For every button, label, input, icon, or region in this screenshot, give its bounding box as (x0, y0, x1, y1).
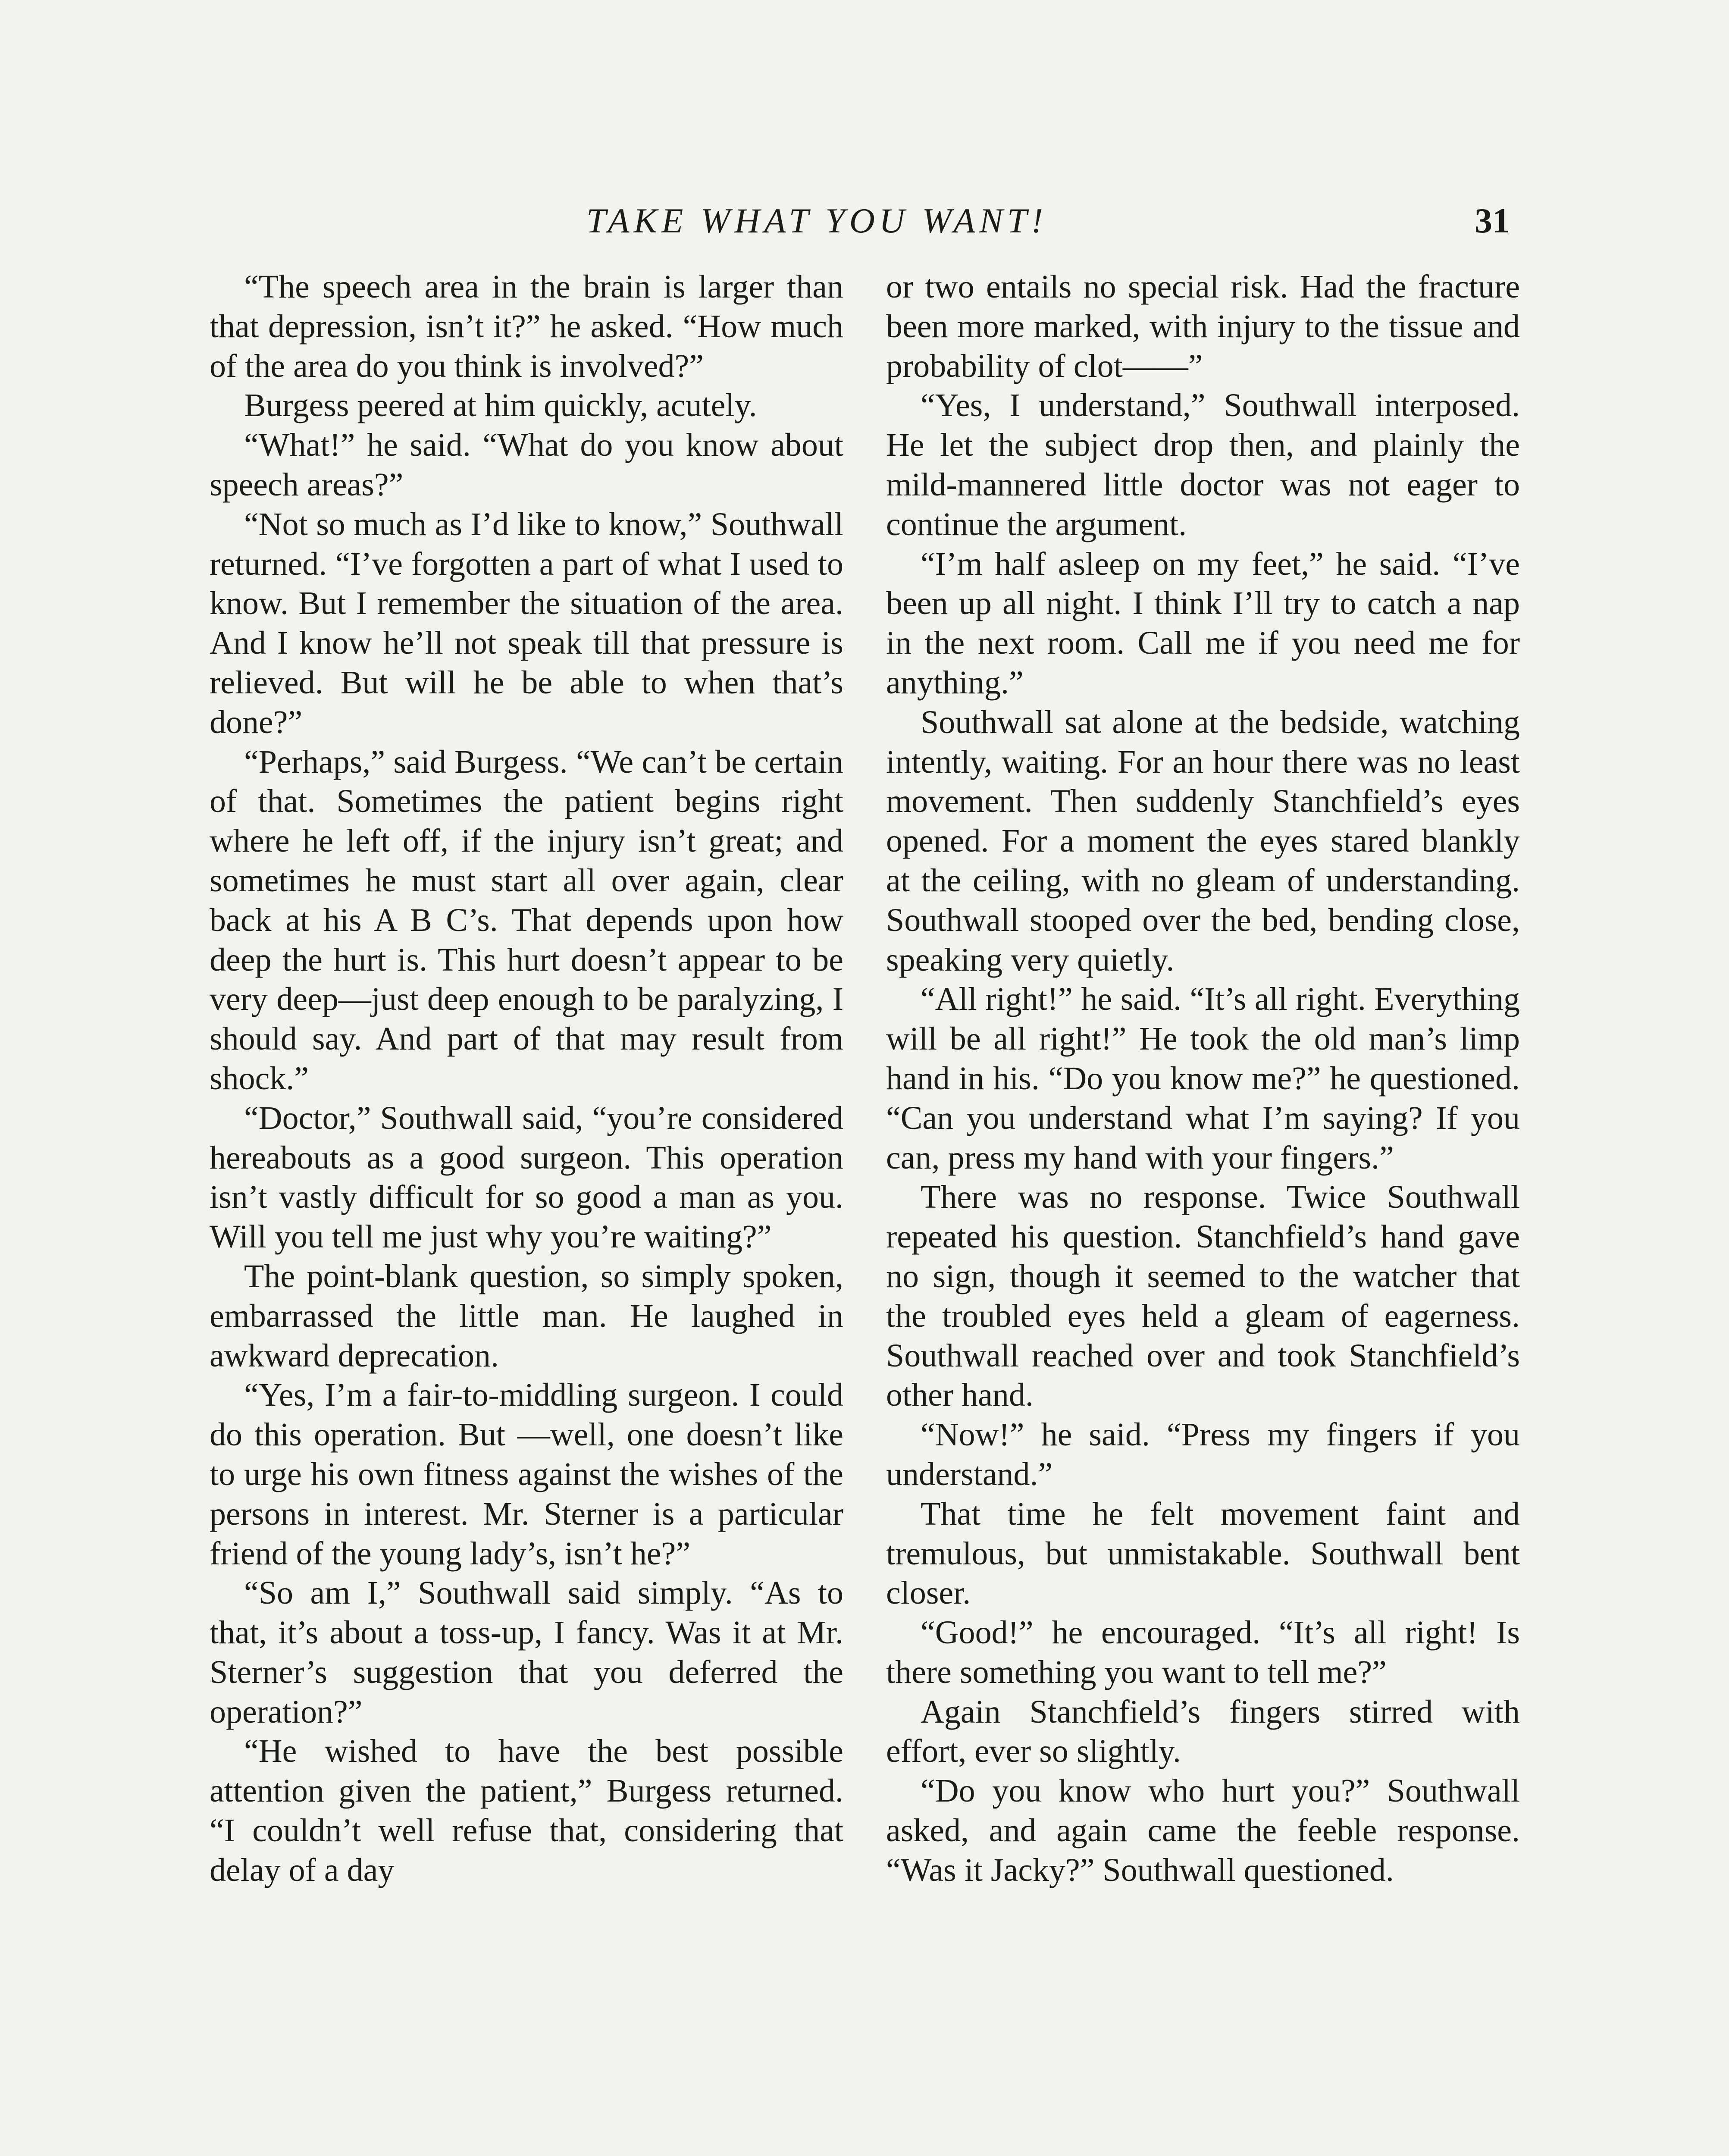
paragraph: “Doctor,” Southwall said, “you’re considered hereabouts as a good surgeon. This operation isn’t vastly difficult for so good a man as you. Will you tell me just why you’re waiting?” (210, 1100, 843, 1255)
paragraph: “Not so much as I’d like to know,” Southwall returned. “I’ve forgotten a part of what I used to know. But I remember the situation of the area. And I know he’ll not speak till that pressure is relieved. But will he be able to when that’s done?” (210, 506, 843, 740)
left-column (210, 267, 843, 1890)
paragraph: The point-blank question, so simply spoken, embarrassed the little man. He laughed in awkward deprecation. (210, 1258, 843, 1374)
running-title: TAKE WHAT YOU WANT! (586, 201, 1047, 240)
paragraph: “All right!” he said. “It’s all right. Everything will be all right!” He took the old man’s limp hand in his. “Do you know me?” he questioned. “Can you understand what I’m saying? If you can, press my hand with your fingers.” (886, 981, 1520, 1176)
paragraph: “What!” he said. “What do you know about speech areas?” (210, 427, 843, 503)
paragraph: That time he felt movement faint and tremulous, but unmistakable. Southwall bent closer. (886, 1495, 1520, 1611)
paragraph: Again Stanchfield’s fingers stirred with effort, ever so slightly. (886, 1693, 1520, 1770)
paragraph: Burgess peered at him quickly, acutely. (244, 387, 757, 424)
paragraph: “Yes, I understand,” Southwall interposed. He let the subject drop then, and plainly the mild-mannered little doctor was not eager to continue the argument. (886, 387, 1520, 542)
continued-paragraph: or two entails no special risk. Had the fracture been more marked, with injury to the tissue and probability of clot——” (886, 269, 1520, 384)
paragraph: “Do you know who hurt you?” Southwall asked, and again came the feeble response. “Was it Jacky?” Southwall questioned. (886, 1773, 1520, 1888)
page-number: 31 (1475, 201, 1510, 240)
running-head (0, 195, 1729, 247)
paragraph: “Perhaps,” said Burgess. “We can’t be certain of that. Sometimes the patient begins right where he left off, if the injury isn’t great; and sometimes he must start all over again, clear back at his A B C’s. That depends upon how deep the hurt is. This hurt doesn’t appear to be very deep—just deep enough to be paralyzing, I should say. And part of that may result from shock.” (210, 743, 843, 1097)
paragraph: “Yes, I’m a fair-to-middling surgeon. I could do this operation. But —well, one doesn’t like to urge his own fitness against the wishes of the persons in interest. Mr. Sterner is a particular friend of the young lady’s, isn’t he?” (210, 1377, 843, 1572)
paragraph: Southwall sat alone at the bedside, watching intently, waiting. For an hour there was no least movement. Then suddenly Stanchfield’s eyes opened. For a moment the eyes stared blankly at the ceiling, with no gleam of understanding. Southwall stooped over the bed, bending close, speaking very quietly. (886, 704, 1520, 978)
paragraph: There was no response. Twice Southwall repeated his question. Stanchfield’s hand gave no sign, though it seemed to the watcher that the troubled eyes held a gleam of eagerness. Southwall reached over and took Stanchfield’s other hand. (886, 1179, 1520, 1413)
right-column (886, 267, 1520, 1890)
paragraph: “Now!” he said. “Press my fingers if you understand.” (886, 1416, 1520, 1492)
paragraph: “He wished to have the best possible attention given the patient,” Burgess returned. “I couldn’t well refuse that, considering that delay of a day (210, 1733, 843, 1888)
paragraph: “So am I,” Southwall said simply. “As to that, it’s about a toss-up, I fancy. Was it at Mr. Sterner’s suggestion that you deferred the operation?” (210, 1575, 843, 1730)
paragraph: “Good!” he encouraged. “It’s all right! Is there something you want to tell me?” (886, 1614, 1520, 1690)
paragraph: “I’m half asleep on my feet,” he said. “I’ve been up all night. I think I’ll try to catch a nap in the next room. Call me if you need me for anything.” (886, 545, 1520, 701)
paragraph: “The speech area in the brain is larger than that depression, isn’t it?” he asked. “How much of the area do you think is involved?” (210, 269, 843, 384)
